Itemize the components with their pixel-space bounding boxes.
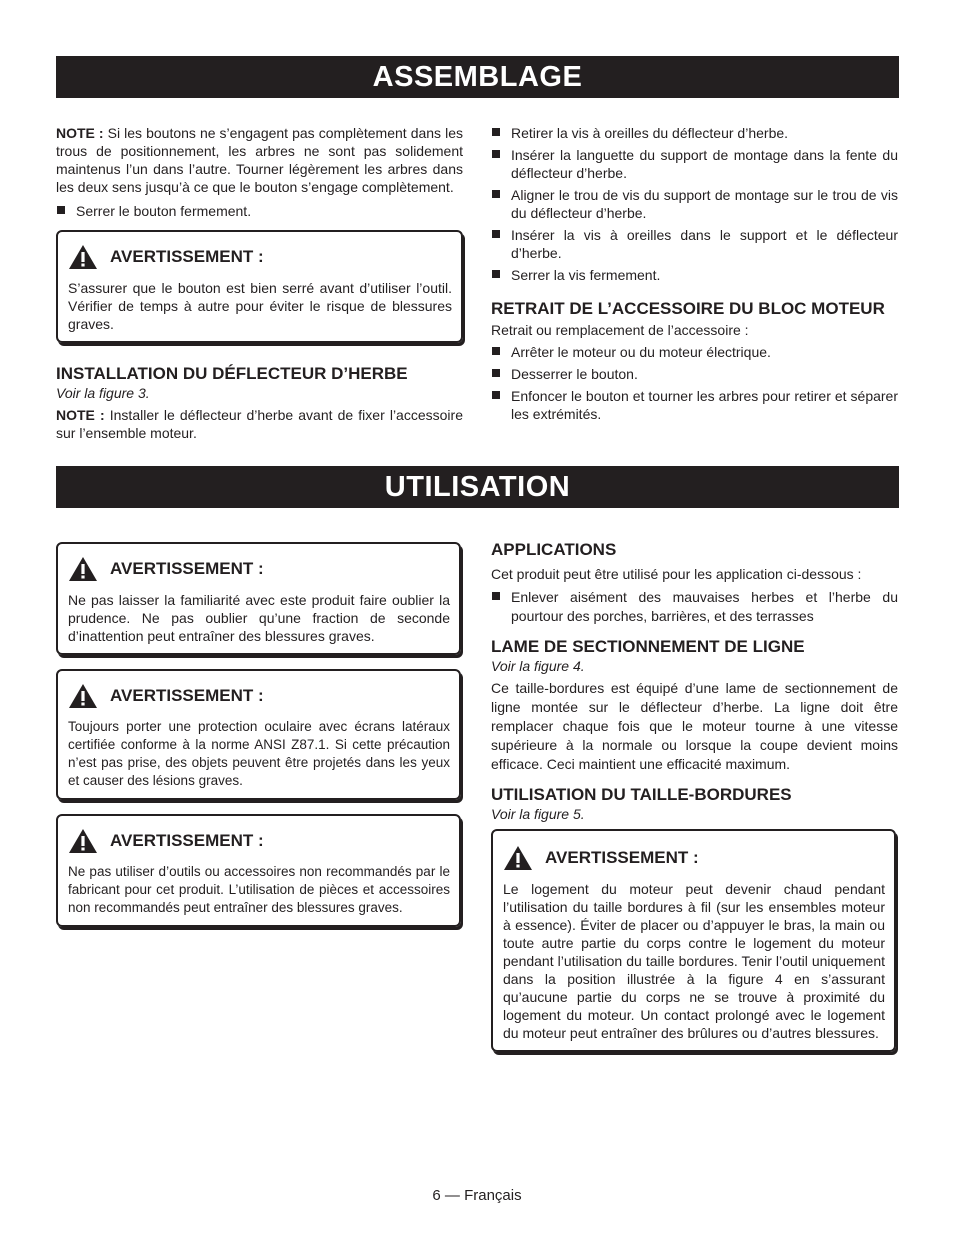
applications-intro: Cet produit peut être utilisé pour les application ci-dessous : xyxy=(491,566,862,582)
applications-bullet-list xyxy=(491,588,898,626)
list-item: Enfoncer le bouton et tourner les arbres pour retirer et séparer les extrémités. xyxy=(491,387,898,423)
warning-header xyxy=(503,845,885,871)
list-item: Retirer la vis à oreilles du déflecteur d’herbe. xyxy=(491,124,898,142)
bullet-list xyxy=(491,124,898,284)
warning-title: AVERTISSEMENT : xyxy=(110,831,264,850)
removal-heading: RETRAIT DE L’ACCESSOIRE DU BLOC MOTEUR xyxy=(491,299,885,318)
utilisation-left-column xyxy=(56,542,461,927)
usage-heading: UTILISATION DU TAILLE-BORDURES xyxy=(491,785,792,804)
warning-header xyxy=(68,683,450,709)
warning-triangle-icon xyxy=(68,828,98,854)
warning-box xyxy=(56,230,463,343)
warning-title: AVERTISSEMENT : xyxy=(110,686,264,705)
warning-text: Ne pas laisser la familiarité avec este produit faire oublier la prudence. Ne pas oublier qu’une fraction de seconde d’inattention peut entraîner des blessures graves. xyxy=(68,592,450,644)
list-item: Aligner le trou de vis du support de montage sur le trou de vis du déflecteur d’herbe. xyxy=(491,186,898,222)
warning-header xyxy=(68,244,452,270)
removal-bullet-list xyxy=(491,343,898,423)
list-item: Serrer la vis fermement. xyxy=(491,266,898,284)
assemblage-right-column xyxy=(491,124,898,423)
warning-header xyxy=(68,828,450,854)
warning-triangle-icon xyxy=(68,683,98,709)
list-item: Serrer le bouton fermement. xyxy=(56,202,463,220)
deflector-see-figure: Voir la figure 3. xyxy=(56,385,150,401)
list-item: Insérer la vis à oreilles dans le support et le déflecteur d’herbe. xyxy=(491,226,898,262)
deflector-note-label: NOTE : xyxy=(56,407,105,423)
applications-heading: APPLICATIONS xyxy=(491,540,617,559)
warning-box xyxy=(56,814,461,927)
warning-title: AVERTISSEMENT : xyxy=(110,559,264,578)
deflector-heading: INSTALLATION DU DÉFLECTEUR D’HERBE xyxy=(56,364,408,383)
line-cutter-text: Ce taille-bordures est équipé d’une lame de sectionnement de ligne montée sur le déflecteur d’herbe. La ligne doit être remplacer chaque fois que le moteur tourne à une vitesse supérieure à la normale ou lorsque la coupe devient moins efficace. Ceci maintient une efficacité maximum. xyxy=(491,680,898,772)
warning-title: AVERTISSEMENT : xyxy=(545,848,699,867)
warning-triangle-icon xyxy=(503,845,533,871)
utilisation-title: UTILISATION xyxy=(56,466,899,508)
warning-box xyxy=(56,669,461,800)
bullet-list xyxy=(56,202,463,220)
warning-text: S’assurer que le bouton est bien serré avant d’utiliser l’outil. Vérifier de temps à autre pour éviter le risque de blessures graves. xyxy=(68,280,452,332)
line-cutter-see-figure: Voir la figure 4. xyxy=(491,658,585,674)
warning-text: Le logement du moteur peut devenir chaud pendant l’utilisation du taille bordures à fil (sur les ensembles moteur à essence). Éviter de placer ou d’appuyer le bras, la main ou toute autre partie du corps contre le logement du moteur pendant l’utilisation du taille bordures. Tenir l’outil uniquement dans la position illustrée à la figure 4 en s’assurant qu’aucune partie du corps ne se trouve à proximité du logement du moteur. Un contact prolongé avec le logement du moteur peut entraîner des brûlures ou d’autres blessures. xyxy=(503,881,885,1041)
warning-header xyxy=(68,556,450,582)
assemblage-left-column xyxy=(56,124,463,442)
note-paragraph xyxy=(56,124,463,196)
warning-text: Toujours porter une protection oculaire avec écrans latéraux certifiée conforme à la norme ANSI Z87.1. Si cette précaution n’est pas prise, des objets peuvent être projetés dans les yeux et causer des lésions graves. xyxy=(68,719,450,788)
note-text: Si les boutons ne s’engagent pas complètement dans les trous de positionnement, les arbres ne sont pas solidement maintenus l’un dans l’autre. Tourner légèrement les arbres dans les deux sens jusqu’à ce que le bouton s’engage complètement. xyxy=(56,125,463,195)
warning-triangle-icon xyxy=(68,556,98,582)
removal-intro: Retrait ou remplacement de l’accessoire : xyxy=(491,322,749,338)
warning-text: Ne pas utiliser d’outils ou accessoires non recommandés par le fabricant pour cet produit. L’utilisation de pièces et accessoires non recommandés peut entraîner des blessures graves. xyxy=(68,864,450,915)
list-item: Enlever aisément des mauvaises herbes et l’herbe du pourtour des porches, barrières, et des terrasses xyxy=(491,588,898,626)
warning-box xyxy=(491,829,896,1052)
assemblage-title: ASSEMBLAGE xyxy=(56,56,899,98)
warning-triangle-icon xyxy=(68,244,98,270)
note-label: NOTE : xyxy=(56,125,104,141)
deflector-note-text: Installer le déflecteur d’herbe avant de fixer l’accessoire sur l’ensemble moteur. xyxy=(56,407,463,441)
usage-see-figure: Voir la figure 5. xyxy=(491,806,585,822)
warning-box xyxy=(56,542,461,655)
utilisation-right-column xyxy=(491,539,898,1052)
deflector-note xyxy=(56,406,463,442)
list-item: Arrêter le moteur ou du moteur électrique. xyxy=(491,343,898,361)
page-footer: 6 — Français xyxy=(432,1187,522,1204)
list-item: Desserrer le bouton. xyxy=(491,365,898,383)
list-item: Insérer la languette du support de montage dans la fente du déflecteur d’herbe. xyxy=(491,146,898,182)
warning-title: AVERTISSEMENT : xyxy=(110,247,264,266)
line-cutter-heading: LAME DE SECTIONNEMENT DE LIGNE xyxy=(491,637,805,656)
